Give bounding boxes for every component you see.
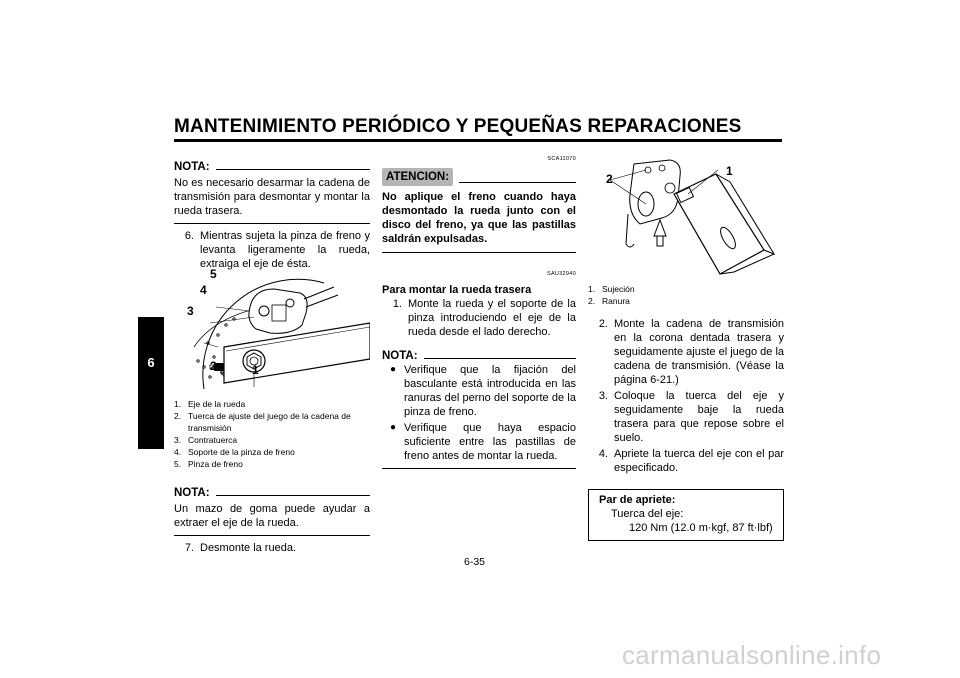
note-bullet: ● Verifique que la fijación del basculante está introducida en las ranuras del perno del soporte de la pinza de freno. xyxy=(390,364,576,418)
figure-legend xyxy=(588,283,784,307)
caution-divider xyxy=(382,252,576,253)
callout-3: 3 xyxy=(187,304,194,318)
legend-item: 5. Pinza de freno xyxy=(174,459,243,469)
note-body: Un mazo de goma puede ayudar a extraer el eje de la rueda. xyxy=(174,503,370,529)
callout-2: 2 xyxy=(606,172,613,186)
step-3: 3. Coloque la tuerca del eje y seguidamente baje la rueda trasera para que repose sobre el suelo. xyxy=(598,390,784,444)
torque-item: Tuerca del eje: xyxy=(611,508,684,520)
column-middle xyxy=(382,152,576,474)
note-heading: NOTA: xyxy=(174,160,370,174)
figure-legend xyxy=(174,398,370,470)
section-title: Para montar la rueda trasera xyxy=(382,284,532,296)
caution-code: SCA11070 xyxy=(547,156,576,162)
figure-swingarm-slot xyxy=(588,154,784,280)
note-body: No es necesario desarmar la cadena de transmisión para desmontar y montar la rueda trasera. xyxy=(174,177,370,217)
watermark: carmanualsonline.info xyxy=(622,640,882,670)
legend-item: 3. Contratuerca xyxy=(174,435,238,445)
callout-1: 1 xyxy=(726,164,733,178)
step-2: 2. Monte la cadena de transmisión en la corona dentada trasera y seguidamente ajuste el juego de la cadena de transmisión. (Véase la página 6-21.) xyxy=(598,318,785,386)
step-list xyxy=(588,317,784,475)
column-left xyxy=(174,152,370,557)
callout-4: 4 xyxy=(200,283,207,297)
note-heading: NOTA: xyxy=(382,349,576,363)
caution-badge: ATENCION: xyxy=(382,168,453,186)
step-4: 4. Apriete la tuerca del eje con el par especificado. xyxy=(598,448,784,474)
column-right xyxy=(588,152,784,541)
note-heading: NOTA: xyxy=(174,486,370,500)
legend-item: 1. Eje de la rueda xyxy=(174,399,246,409)
note-bullet: ● Verifique que haya espacio suficiente entre las pastillas de freno antes de montar la rueda. xyxy=(390,422,576,462)
torque-label: Par de apriete: xyxy=(599,494,676,506)
caution-body: No aplique el freno cuando haya desmontado la rueda junto con el disco del freno, ya que las pastillas saldrán expulsadas. xyxy=(382,191,576,245)
header-rule xyxy=(174,139,782,142)
step-1: 1. Monte la rueda y el soporte de la pinza introduciendo el eje de la rueda desde el lado derecho. xyxy=(392,298,576,338)
torque-spec-box xyxy=(588,489,784,541)
page-number: 6-35 xyxy=(464,556,486,568)
step-7: 7. Desmonte la rueda. xyxy=(184,542,296,554)
page-title: MANTENIMIENTO PERIÓDICO Y PEQUEÑAS REPARACIONES xyxy=(174,116,742,137)
caution-heading xyxy=(382,168,576,186)
callout-1: 1 xyxy=(252,363,259,377)
note-divider xyxy=(174,223,370,224)
step-6: 6. Mientras sujeta la pinza de freno y levanta ligeramente la rueda, extraiga el eje de ésta. xyxy=(184,230,370,270)
legend-item: 2. Tuerca de ajuste del juego de la cadena de transmisión xyxy=(174,411,351,433)
callout-5: 5 xyxy=(210,267,217,281)
legend-item: 4. Soporte de la pinza de freno xyxy=(174,447,295,457)
legend-item: 2. Ranura xyxy=(588,296,630,306)
callout-2: 2 xyxy=(210,359,217,373)
note-divider xyxy=(174,535,370,536)
note-divider xyxy=(382,468,576,469)
chapter-tab: 6 xyxy=(138,317,164,449)
section-code: SAU32940 xyxy=(546,271,576,277)
legend-item: 1. Sujeción xyxy=(588,284,635,294)
torque-value: 120 Nm (12.0 m·kgf, 87 ft·lbf) xyxy=(629,522,773,534)
